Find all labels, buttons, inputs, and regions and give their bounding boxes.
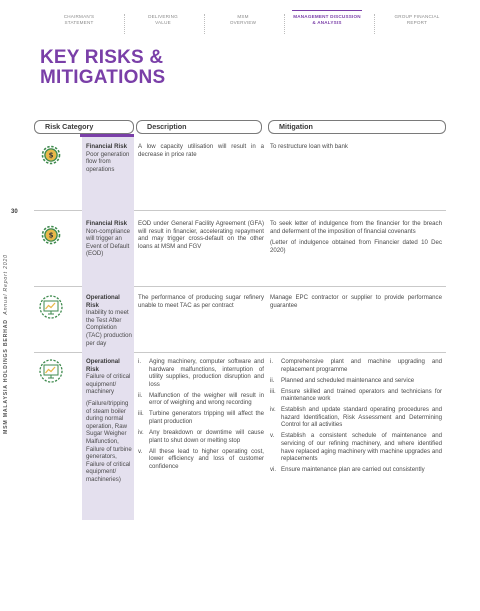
nav-separator: [124, 14, 125, 34]
risk-category-cell: [86, 294, 132, 347]
nav-separator: [284, 14, 285, 34]
table-row: [34, 286, 446, 353]
risk-title: Operational Risk: [86, 358, 120, 373]
dollar-gear-icon: [38, 222, 64, 248]
risk-title: Financial Risk: [86, 143, 127, 150]
nav-separator: [374, 14, 375, 34]
nav-item-delivering-value[interactable]: DELIVERING VALUE: [148, 14, 178, 25]
table-header: [34, 120, 446, 136]
header-mitigation: Mitigation: [268, 120, 446, 134]
svg-text:$: $: [48, 151, 54, 160]
header-description: Description: [136, 120, 262, 134]
risk-text-detail: (Failure/tripping of steam boiler during normal operation, Raw Sugar Weigher Malfunction, Failure of turbine generators, Failure of critical equipment/ machineries): [86, 399, 132, 483]
risk-category-cell: [86, 358, 132, 488]
description-cell: EOD under General Facility Agreement (GFA) will result in financier, accelerating repayment and may trigger cross-default on the other loans at MSM and FGV: [138, 220, 264, 250]
list-item: i. Comprehensive plant and machine upgrading and replacement programme: [270, 358, 442, 373]
page-number: 30: [11, 209, 18, 215]
description-cell: [138, 358, 264, 474]
table-row: [34, 137, 446, 211]
risk-text: Failure of critical equipment/ machinery: [86, 373, 131, 396]
header-risk-category: Risk Category: [34, 120, 134, 134]
risk-text: Poor generation flow from operations: [86, 150, 130, 173]
list-item: iv. Any breakdown or downtime will cause plant to shut down or melting stop: [138, 428, 264, 444]
list-item: iv. Establish and update standard operating procedures and hazard Identification, Risk Assessment and Determining Control for all activities: [270, 406, 442, 429]
description-cell: The performance of producing sugar refinery unable to meet TAC as per contract: [138, 294, 264, 309]
page-title: KEY RISKS & MITIGATIONS: [40, 47, 166, 88]
list-item: v. All these lead to higher operating cost, lower efficiency and loss of customer confidence: [138, 447, 264, 470]
mitigation-text: To seek letter of indulgence from the financier for the breach and deferment of the imposition of financial covenants: [270, 220, 442, 235]
mitigation-cell: [270, 220, 442, 258]
svg-text:$: $: [48, 231, 54, 240]
list-item: iii. Ensure skilled and trained operators and technicians for maintenance work: [270, 387, 442, 403]
report-name: Annual Report 2020: [3, 254, 9, 315]
list-item: ii. Planned and scheduled maintenance and service: [270, 376, 415, 384]
mitigation-cell: [270, 358, 442, 477]
table-row: [34, 352, 446, 520]
table-row: [34, 210, 446, 287]
company-name: MSM MALAYSIA HOLDINGS BERHAD: [3, 319, 9, 434]
list-item: ii. Malfunction of the weigher will result in error of weighing and wrong recording: [138, 391, 264, 407]
nav-item-group-financial-report[interactable]: GROUP FINANCIAL REPORT: [394, 14, 440, 25]
nav-item-chairmans-statement[interactable]: CHAIRMAN'S STATEMENT: [63, 14, 95, 25]
nav-separator: [204, 14, 205, 34]
risk-text: Inability to meet the Test After Completion (TAC) production per day: [86, 309, 132, 347]
mitigation-note: (Letter of indulgence obtained from Financier dated 10 Dec 2020): [270, 239, 442, 254]
nav-item-msm-overview[interactable]: MSM OVERVIEW: [229, 14, 257, 25]
top-navigation: [40, 14, 456, 38]
list-item: iii. Turbine generators tripping will affect the plant production: [138, 410, 264, 425]
risk-category-cell: [86, 220, 132, 258]
list-item: vi. Ensure maintenance plan are carried out consistently: [270, 466, 425, 474]
nav-item-management-discussion[interactable]: MANAGEMENT DISCUSSION & ANALYSIS: [286, 14, 368, 26]
trend-chart-icon: [38, 294, 64, 320]
description-cell: A low capacity utilisation will result in a decrease in price rate: [138, 143, 264, 158]
list-item: i. Aging machinery, computer software and hardware malfunctions, interruption of utility supplies, production disruption and loss: [138, 358, 264, 388]
risk-title: Financial Risk: [86, 220, 127, 227]
risk-title: Operational Risk: [86, 294, 120, 309]
list-item: v. Establish a consistent schedule of maintenance and servicing of our refining machinery, and where identified have replaced aging machinery with machine upgrades and replacements: [270, 432, 442, 463]
dollar-gear-icon: [38, 142, 64, 168]
mitigation-cell: Manage EPC contractor or supplier to provide performance guarantee: [270, 294, 442, 309]
risk-text: Non-compliance will trigger an Event of Default (EOD): [86, 227, 131, 258]
risk-table: [34, 120, 446, 483]
mitigation-cell: To restructure loan with bank: [270, 143, 348, 150]
side-running-title: [3, 234, 17, 434]
risk-category-cell: [86, 143, 132, 173]
trend-chart-icon: [38, 358, 64, 384]
